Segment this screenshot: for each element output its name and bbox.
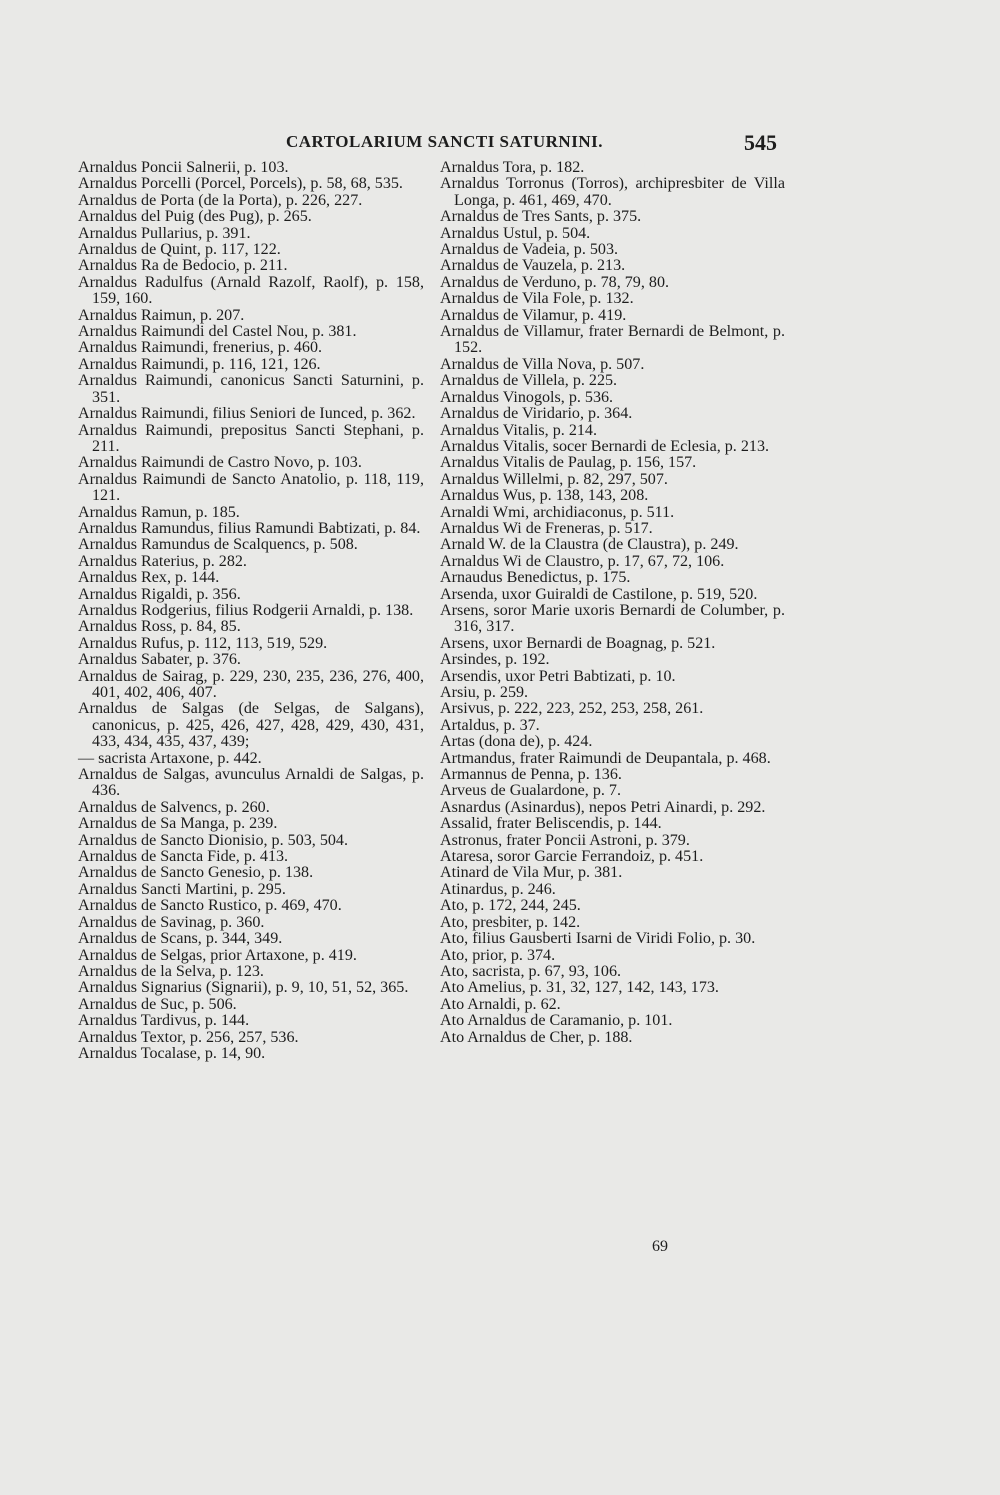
index-entry: Arveus de Gualardone, p. 7. bbox=[440, 782, 621, 800]
index-entry: Ato Arnaldus de Caramanio, p. 101. bbox=[440, 1012, 673, 1030]
index-entry: Ato, p. 172, 244, 245. bbox=[440, 897, 581, 915]
index-entry: Astronus, frater Poncii Astroni, p. 379. bbox=[440, 831, 690, 849]
index-entry: Arnaldus de Salvencs, p. 260. bbox=[78, 798, 270, 816]
index-entry: Arsindes, p. 192. bbox=[440, 651, 550, 669]
index-entry: Arnaldus Vitalis de Paulag, p. 156, 157. bbox=[440, 454, 697, 472]
index-entry: Arnaldus Sabater, p. 376. bbox=[78, 651, 241, 669]
index-entry: Ato, filius Gausberti Isarni de Viridi Folio, p. 30. bbox=[440, 930, 756, 948]
index-entry: Arnaldus de Sancto Dionisio, p. 503, 504. bbox=[78, 831, 348, 849]
index-entry: Arnaldus Torronus (Torros), archipresbiter de Villa Longa, p. 461, 469, 470. bbox=[440, 175, 785, 209]
index-entry: Arnaldus Raimundi de Sancto Anatolio, p. 118, 119, 121. bbox=[78, 470, 424, 505]
index-entry: Arsivus, p. 222, 223, 252, 253, 258, 261. bbox=[440, 700, 704, 718]
index-entry: Assalid, frater Beliscendis, p. 144. bbox=[440, 815, 662, 833]
index-entry: Arnaldus Radulfus (Arnald Razolf, Raolf), p. 158, 159, 160. bbox=[78, 273, 424, 308]
index-entry: Arnaldus de Quint, p. 117, 122. bbox=[78, 241, 281, 259]
index-column-right bbox=[440, 160, 785, 1046]
index-entry: Atinardus, p. 246. bbox=[440, 880, 556, 898]
index-entry: Arnaldus Ramun, p. 185. bbox=[78, 503, 240, 521]
index-entry: Arnaldus Raimundi, canonicus Sancti Saturnini, p. 351. bbox=[78, 372, 424, 406]
index-entry: Arnaudus Benedictus, p. 175. bbox=[440, 569, 631, 587]
index-entry: Arnaldus de Vadeia, p. 503. bbox=[440, 241, 619, 259]
index-entry: Arnaldus de Sancto Genesio, p. 138. bbox=[78, 864, 314, 882]
signature-mark: 69 bbox=[652, 1238, 668, 1255]
index-entry: Arnaldus Raimundi de Castro Novo, p. 103. bbox=[78, 454, 362, 472]
index-entry: Ato, presbiter, p. 142. bbox=[440, 913, 581, 931]
index-entry: Arnaldus Signarius (Signarii), p. 9, 10, 51, 52, 365. bbox=[78, 979, 409, 997]
index-entry: Arnaldus de Vauzela, p. 213. bbox=[440, 257, 626, 275]
index-entry: Arnaldus Ustul, p. 504. bbox=[440, 224, 591, 242]
index-entry: Arnaldus Raimundi del Castel Nou, p. 381. bbox=[78, 323, 357, 341]
index-entry: Arnaldus de Salgas, avunculus Arnaldi de Salgas, p. 436. bbox=[78, 766, 424, 800]
index-entry: Arnaldus Vinogols, p. 536. bbox=[440, 388, 614, 406]
index-entry: Arnaldus Tora, p. 182. bbox=[440, 159, 585, 176]
index-entry: Arnaldus Raimun, p. 207. bbox=[78, 306, 245, 324]
index-entry: Arnaldus Willelmi, p. 82, 297, 507. bbox=[440, 470, 668, 488]
index-entry: Arnaldus de Tres Sants, p. 375. bbox=[440, 208, 642, 226]
index-entry: Arsens, soror Marie uxoris Bernardi de Columber, p. 316, 317. bbox=[440, 601, 785, 636]
index-entry: Arnaldus Textor, p. 256, 257, 536. bbox=[78, 1028, 299, 1046]
index-entry: Arnaldus Tardivus, p. 144. bbox=[78, 1012, 250, 1030]
index-entry: Arnaldus de Villamur, frater Bernardi de Belmont, p. 152. bbox=[440, 323, 785, 357]
index-entry: Arnaldus Wus, p. 138, 143, 208. bbox=[440, 487, 649, 505]
index-entry: Arnaldus Pullarius, p. 391. bbox=[78, 224, 251, 242]
index-entry: Arnaldus Ramundus, filius Ramundi Babtizati, p. 84. bbox=[78, 519, 421, 537]
page-number: 545 bbox=[744, 130, 777, 155]
index-entry: Arsiu, p. 259. bbox=[440, 684, 529, 701]
index-entry: Artaldus, p. 37. bbox=[440, 716, 540, 734]
index-entry: Arnaldus de Verduno, p. 78, 79, 80. bbox=[440, 273, 670, 291]
index-entry: Arnaldus de Vila Fole, p. 132. bbox=[440, 290, 634, 308]
index-entry: Arnaldus Wi de Freneras, p. 517. bbox=[440, 519, 653, 537]
index-entry: Arnaldus de Villela, p. 225. bbox=[440, 372, 618, 390]
index-entry: Arnaldus Poncii Salnerii, p. 103. bbox=[78, 159, 289, 176]
index-entry: Arnaldus de Selgas, prior Artaxone, p. 419. bbox=[78, 946, 357, 964]
index-entry: Arnaldus del Puig (des Pug), p. 265. bbox=[78, 208, 312, 226]
index-entry: Arnaldus Sancti Martini, p. 295. bbox=[78, 880, 286, 898]
index-entry: Arnaldus de Villa Nova, p. 507. bbox=[440, 355, 645, 373]
index-entry: — sacrista Artaxone, p. 442. bbox=[78, 749, 262, 767]
running-title: CARTOLARIUM SANCTI SATURNINI. bbox=[286, 132, 603, 151]
index-entry: Arnaldus Vitalis, p. 214. bbox=[440, 421, 597, 439]
index-entry: Ato Arnaldi, p. 62. bbox=[440, 995, 561, 1013]
index-entry: Ato Arnaldus de Cher, p. 188. bbox=[440, 1028, 633, 1046]
index-entry: Arnaldus Rex, p. 144. bbox=[78, 569, 220, 587]
index-entry: Arnaldus de Viridario, p. 364. bbox=[440, 405, 633, 423]
index-entry: Arnaldus de Vilamur, p. 419. bbox=[440, 306, 627, 324]
index-entry: Arnald W. de la Claustra (de Claustra), p. 249. bbox=[440, 536, 739, 554]
index-entry: Armannus de Penna, p. 136. bbox=[440, 766, 622, 784]
index-entry: Arnaldus Raimundi, filius Seniori de Iunced, p. 362. bbox=[78, 405, 416, 423]
index-entry: Ataresa, soror Garcie Ferrandoiz, p. 451. bbox=[440, 848, 704, 866]
index-entry: Arnaldus Raimundi, frenerius, p. 460. bbox=[78, 339, 323, 357]
index-entry: Arnaldus de Sancto Rustico, p. 469, 470. bbox=[78, 897, 342, 915]
index-entry: Artmandus, frater Raimundi de Deupantala, p. 468. bbox=[440, 749, 771, 767]
index-entry: Artas (dona de), p. 424. bbox=[440, 733, 593, 751]
index-entry: Arsens, uxor Bernardi de Boagnag, p. 521. bbox=[440, 634, 716, 652]
index-entry: Arnaldus Wi de Claustro, p. 17, 67, 72, 106. bbox=[440, 552, 725, 570]
index-entry: Arnaldus de Sancta Fide, p. 413. bbox=[78, 848, 289, 866]
index-entry: Ato, prior, p. 374. bbox=[440, 946, 556, 964]
index-entry: Asnardus (Asinardus), nepos Petri Ainardi, p. 292. bbox=[440, 798, 766, 816]
index-entry: Arnaldus Raterius, p. 282. bbox=[78, 552, 247, 570]
page-header bbox=[0, 132, 1000, 162]
index-entry: Arnaldus Raimundi, prepositus Sancti Stephani, p. 211. bbox=[78, 421, 424, 455]
index-entry: Arnaldus de Savinag, p. 360. bbox=[78, 913, 265, 931]
index-entry: Arnaldus Tocalase, p. 14, 90. bbox=[78, 1044, 266, 1062]
index-column-left bbox=[78, 160, 424, 1062]
index-entry: Arnaldus Ramundus de Scalquencs, p. 508. bbox=[78, 536, 358, 554]
index-entry: Arnaldus de Salgas (de Selgas, de Salgans), canonicus, p. 425, 426, 427, 428, 429, 430, 431, 433, 434, 435, 437, 439; bbox=[78, 700, 424, 751]
index-entry: Arnaldi Wmi, archidiaconus, p. 511. bbox=[440, 503, 675, 521]
index-entry: Ato, sacrista, p. 67, 93, 106. bbox=[440, 962, 622, 980]
index-entry: Arnaldus Raimundi, p. 116, 121, 126. bbox=[78, 355, 321, 373]
index-entry: Arnaldus Ra de Bedocio, p. 211. bbox=[78, 257, 288, 275]
index-entry: Arnaldus de Porta (de la Porta), p. 226, 227. bbox=[78, 191, 363, 209]
index-entry: Arnaldus de Sa Manga, p. 239. bbox=[78, 815, 278, 833]
index-entry: Atinard de Vila Mur, p. 381. bbox=[440, 864, 623, 882]
index-entry: Arnaldus Rufus, p. 112, 113, 519, 529. bbox=[78, 634, 328, 652]
index-entry: Arsenda, uxor Guiraldi de Castilone, p. 519, 520. bbox=[440, 585, 758, 603]
index-entry: Arnaldus de Scans, p. 344, 349. bbox=[78, 930, 283, 948]
index-entry: Arnaldus Ross, p. 84, 85. bbox=[78, 618, 241, 636]
index-entry: Arnaldus de Sairag, p. 229, 230, 235, 236, 276, 400, 401, 402, 406, 407. bbox=[78, 667, 424, 701]
index-entry: Arnaldus Porcelli (Porcel, Porcels), p. 58, 68, 535. bbox=[78, 175, 403, 193]
index-entry: Arnaldus Rigaldi, p. 356. bbox=[78, 585, 241, 603]
index-entry: Ato Amelius, p. 31, 32, 127, 142, 143, 173. bbox=[440, 979, 719, 997]
index-entry: Arnaldus Vitalis, socer Bernardi de Eclesia, p. 213. bbox=[440, 437, 770, 455]
index-entry: Arnaldus de Suc, p. 506. bbox=[78, 995, 237, 1013]
index-entry: Arnaldus Rodgerius, filius Rodgerii Arnaldi, p. 138. bbox=[78, 601, 414, 619]
index-entry: Arsendis, uxor Petri Babtizati, p. 10. bbox=[440, 667, 676, 685]
index-entry: Arnaldus de la Selva, p. 123. bbox=[78, 962, 264, 980]
